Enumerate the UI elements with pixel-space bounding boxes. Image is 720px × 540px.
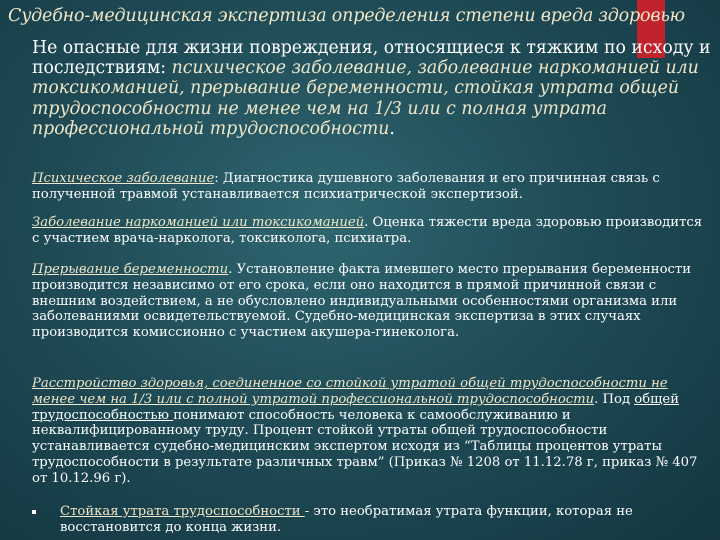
lead-end: . <box>389 118 395 139</box>
term-permanent-loss: Стойкая утрата трудоспособности <box>60 504 305 519</box>
paragraph-text: понимают способность человека к самообслуживанию и неквалифицированному труду. Процент стойкой утраты общей трудоспособности устанавливается судебно-медицинским экспертом исходя из “Таблицы процентов утраты трудоспособности в результате различных травм” (Приказ № 1208 от 11.12.78 г, приказ № 407 от 10.12.96 г). <box>32 407 698 486</box>
paragraph-text: . Под <box>594 391 635 407</box>
bullet-icon <box>32 510 36 514</box>
paragraph-pregnancy <box>32 262 712 341</box>
bullet-text <box>60 504 700 536</box>
paragraph-text: : Диагностика душевного заболевания и его причинная связь с полученной травмой устанавливается психиатрической экспертизой. <box>32 171 660 202</box>
lead-highlight: психическое заболевание, заболевание наркоманией или токсикоманией, прерывание беременности, стойкая утрата общей трудоспособности не менее чем на 1/3 или с полная утрата профессиональной трудоспособности <box>32 58 699 139</box>
lead-text: Не опасные для жизни повреждения, относящиеся к тяжким по исходу и последствиям: <box>32 38 711 79</box>
underlined-term: общей трудоспособностью <box>32 391 680 423</box>
paragraph-text: . Установление факта имевшего место прерывания беременности производится независимо от его срока, если оно находится в прямой причинной связи с внешним воздействием, а не обусловлено индивидуальными особенностями организма или заболеваниями освидетельствуемой. Судебно-медицинская экспертиза в этих случаях производится комиссионно с участием акушера-гинеколога. <box>32 262 691 341</box>
paragraph-addiction <box>32 215 712 247</box>
paragraph-mental-illness <box>32 171 712 203</box>
term-work-capacity: Расстройство здоровья, соединенное со стойкой утратой общей трудоспособности не менее чем на 1/3 или с полной утратой профессиональной трудоспособности <box>32 376 668 407</box>
paragraph-text: . Оценка тяжести вреда здоровью производится с участием врача-нарколога, токсиколога, психиатра. <box>32 215 703 246</box>
paragraph-work-capacity <box>32 376 712 487</box>
term-pregnancy: Прерывание беременности <box>32 262 229 277</box>
bullet-body: - это необратимая утрата функции, которая не восстановится до конца жизни. <box>60 504 633 535</box>
term-addiction: Заболевание наркоманией или токсикоманией <box>32 215 365 230</box>
slide-title: Судебно-медицинская экспертиза определения степени вреда здоровью <box>8 6 685 26</box>
term-mental-illness: Психическое заболевание <box>32 171 215 186</box>
lead-paragraph <box>32 38 712 139</box>
